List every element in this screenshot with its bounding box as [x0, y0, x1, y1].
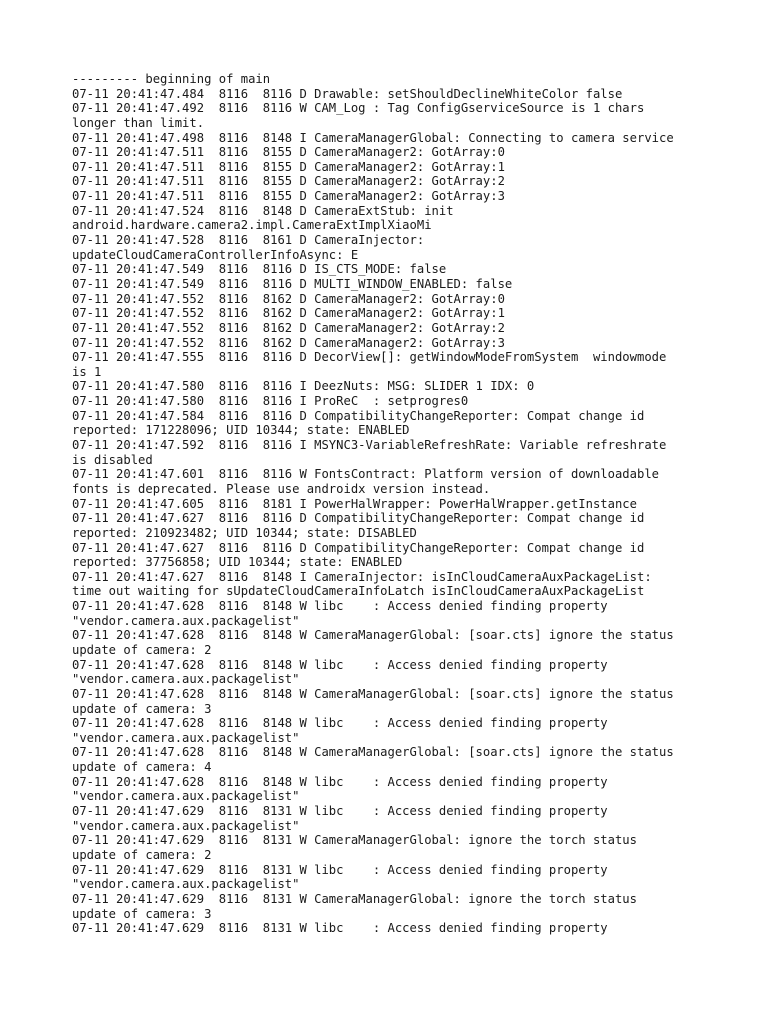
log-line: 07-11 20:41:47.580 8116 8116 I DeezNuts: MSG: SLIDER 1 IDX: 0	[72, 379, 535, 394]
log-line: 07-11 20:41:47.628 8116 8148 W libc : Access denied finding property	[72, 716, 608, 731]
log-line: 07-11 20:41:47.552 8116 8162 D CameraManager2: GotArray:2	[72, 320, 505, 335]
log-line: update of camera: 4	[72, 760, 212, 775]
log-line: 07-11 20:41:47.580 8116 8116 I ProReC : setprogres0	[72, 394, 469, 409]
log-line: 07-11 20:41:47.627 8116 8116 D CompatibilityChangeReporter: Compat change id	[72, 540, 645, 555]
log-line: 07-11 20:41:47.511 8116 8155 D CameraManager2: GotArray:2	[72, 174, 505, 189]
log-line: 07-11 20:41:47.511 8116 8155 D CameraManager2: GotArray:0	[72, 145, 505, 160]
log-line: 07-11 20:41:47.601 8116 8116 W FontsContract: Platform version of downloadable	[72, 467, 659, 482]
log-line: reported: 171228096; UID 10344; state: ENABLED	[72, 423, 410, 438]
log-line: fonts is deprecated. Please use androidx version instead.	[72, 481, 491, 496]
log-line: "vendor.camera.aux.packagelist"	[72, 877, 300, 892]
log-line: 07-11 20:41:47.628 8116 8148 W libc : Access denied finding property	[72, 774, 608, 789]
log-line: 07-11 20:41:47.629 8116 8131 W CameraManagerGlobal: ignore the torch status	[72, 833, 637, 848]
log-line: "vendor.camera.aux.packagelist"	[72, 672, 300, 687]
log-line: is disabled	[72, 452, 153, 467]
log-line: "vendor.camera.aux.packagelist"	[72, 789, 300, 804]
log-line: 07-11 20:41:47.584 8116 8116 D CompatibilityChangeReporter: Compat change id	[72, 408, 645, 423]
log-line: 07-11 20:41:47.627 8116 8116 D CompatibilityChangeReporter: Compat change id	[72, 511, 645, 526]
log-line: 07-11 20:41:47.552 8116 8162 D CameraManager2: GotArray:3	[72, 335, 505, 350]
log-line: 07-11 20:41:47.552 8116 8162 D CameraManager2: GotArray:1	[72, 306, 505, 321]
log-line: updateCloudCameraControllerInfoAsync: E	[72, 247, 359, 262]
log-line: 07-11 20:41:47.511 8116 8155 D CameraManager2: GotArray:3	[72, 189, 505, 204]
log-line: 07-11 20:41:47.555 8116 8116 D DecorView[]: getWindowModeFromSystem windowmode	[72, 350, 667, 365]
log-line: 07-11 20:41:47.628 8116 8148 W libc : Access denied finding property	[72, 599, 608, 614]
log-line: 07-11 20:41:47.629 8116 8131 W libc : Access denied finding property	[72, 921, 608, 936]
log-line: 07-11 20:41:47.628 8116 8148 W libc : Access denied finding property	[72, 657, 608, 672]
log-output	[72, 72, 732, 936]
log-line: 07-11 20:41:47.605 8116 8181 I PowerHalWrapper: PowerHalWrapper.getInstance	[72, 496, 637, 511]
log-line: 07-11 20:41:47.629 8116 8131 W CameraManagerGlobal: ignore the torch status	[72, 891, 637, 906]
log-line: 07-11 20:41:47.629 8116 8131 W libc : Access denied finding property	[72, 862, 608, 877]
log-line: reported: 37756858; UID 10344; state: ENABLED	[72, 555, 403, 570]
log-line: "vendor.camera.aux.packagelist"	[72, 818, 300, 833]
log-line: "vendor.camera.aux.packagelist"	[72, 730, 300, 745]
log-line: 07-11 20:41:47.511 8116 8155 D CameraManager2: GotArray:1	[72, 159, 505, 174]
log-line: 07-11 20:41:47.628 8116 8148 W CameraManagerGlobal: [soar.cts] ignore the status	[72, 745, 674, 760]
log-line: 07-11 20:41:47.549 8116 8116 D MULTI_WINDOW_ENABLED: false	[72, 276, 513, 291]
log-line: longer than limit.	[72, 115, 205, 130]
log-line: 07-11 20:41:47.628 8116 8148 W CameraManagerGlobal: [soar.cts] ignore the status	[72, 686, 674, 701]
log-line: 07-11 20:41:47.524 8116 8148 D CameraExtStub: init	[72, 203, 454, 218]
log-line: reported: 210923482; UID 10344; state: DISABLED	[72, 525, 417, 540]
log-line: android.hardware.camera2.impl.CameraExtImplXiaoMi	[72, 218, 432, 233]
log-line: is 1	[72, 364, 102, 379]
log-line: update of camera: 3	[72, 906, 212, 921]
log-line: update of camera: 2	[72, 642, 212, 657]
log-line: 07-11 20:41:47.549 8116 8116 D IS_CTS_MODE: false	[72, 262, 447, 277]
log-line: update of camera: 2	[72, 847, 212, 862]
log-line: 07-11 20:41:47.592 8116 8116 I MSYNC3-VariableRefreshRate: Variable refreshrate	[72, 438, 667, 453]
log-line: 07-11 20:41:47.627 8116 8148 I CameraInjector: isInCloudCameraAuxPackageList:	[72, 569, 652, 584]
log-line: 07-11 20:41:47.484 8116 8116 D Drawable: setShouldDeclineWhiteColor false	[72, 86, 623, 101]
log-line: 07-11 20:41:47.498 8116 8148 I CameraManagerGlobal: Connecting to camera service	[72, 130, 674, 145]
log-line: "vendor.camera.aux.packagelist"	[72, 613, 300, 628]
log-line: 07-11 20:41:47.528 8116 8161 D CameraInjector:	[72, 233, 425, 248]
log-line: 07-11 20:41:47.628 8116 8148 W CameraManagerGlobal: [soar.cts] ignore the status	[72, 628, 674, 643]
log-line: 07-11 20:41:47.552 8116 8162 D CameraManager2: GotArray:0	[72, 291, 505, 306]
log-line: update of camera: 3	[72, 701, 212, 716]
log-line: --------- beginning of main	[72, 72, 271, 86]
log-line: 07-11 20:41:47.629 8116 8131 W libc : Access denied finding property	[72, 804, 608, 819]
log-line: 07-11 20:41:47.492 8116 8116 W CAM_Log : Tag ConfigGserviceSource is 1 chars	[72, 101, 645, 116]
log-line: time out waiting for sUpdateCloudCameraInfoLatch isInCloudCameraAuxPackageList	[72, 584, 645, 599]
